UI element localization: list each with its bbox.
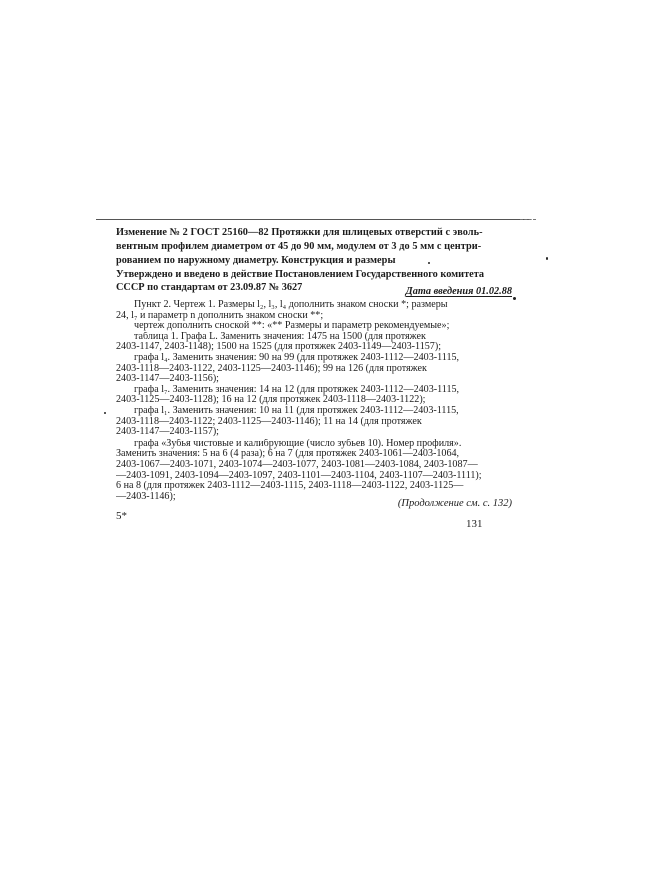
print-speck <box>513 297 516 300</box>
body-line: 2403-1147—2403-1157); <box>116 427 219 438</box>
body-line: 2403-1067—2403-1071, 2403-1074—2403-1077, 2403-1081—2403-1084, 2403-1087— <box>116 459 478 470</box>
heading-line: рованием по наружному диаметру. Конструкция и размеры <box>116 255 396 266</box>
print-speck <box>428 262 430 264</box>
continuation-note: (Продолжение см. с. 132) <box>397 498 512 509</box>
amendment-heading <box>116 226 516 268</box>
heading-line: Изменение № 2 ГОСТ 25160—82 Протяжки для шлицевых отверстий с эволь- <box>116 227 483 238</box>
body-line: Пункт 2. Чертеж 1. Размеры l₂, l₃, l₄ дополнить знаком сноски *; размеры <box>134 300 448 310</box>
body-line: Заменить значения: 5 на 6 (4 раза); 6 на 7 (для протяжек 2403-1061—2403-1064, <box>116 449 460 460</box>
top-rule <box>96 219 530 220</box>
amendment-body <box>116 300 512 502</box>
body-line: графа «Зубья чистовые и калибрующие (число зубьев 10). Номер профиля». <box>134 438 462 449</box>
body-line: —2403-1091, 2403-1094—2403-1097, 2403-1101—2403-1104, 2403-1107—2403-1111); <box>116 470 482 481</box>
print-speck <box>546 257 548 260</box>
body-line: графа l₁. Заменить значения: 10 на 11 (для протяжек 2403-1112—2403-1115, <box>134 405 459 416</box>
effective-date <box>116 286 512 297</box>
page-number: 131 <box>466 518 483 530</box>
top-rule-dash <box>520 219 536 220</box>
heading-line: вентным профилем диаметром от 45 до 90 мм, модулем от 3 до 5 мм с центри- <box>116 241 482 252</box>
effective-date-label: Дата введения 01.02.88 <box>405 286 512 297</box>
body-line: 2403-1118—2403-1122; 2403-1125—2403-1146); 11 на 14 (для протяжек <box>116 416 422 427</box>
body-line: 6 на 8 (для протяжек 2403-1112—2403-1115, 2403-1118—2403-1122, 2403-1125— <box>116 481 464 492</box>
body-line: чертеж дополнить сноской **: «** Размеры и параметр рекомендуемые»; <box>134 321 450 332</box>
signature-mark: 5* <box>116 510 127 522</box>
body-line: 2403-1125—2403-1128); 16 на 12 (для протяжек 2403-1118—2403-1122); <box>116 395 426 406</box>
body-line: 2403-1147, 2403-1148); 1500 на 1525 (для протяжек 2403-1149—2403-1157); <box>116 342 441 353</box>
body-line: таблица 1. Графа L. Заменить значения: 1475 на 1500 (для протяжек <box>134 331 426 342</box>
body-line: —2403-1146); <box>116 491 176 502</box>
body-line: 2403-1118—2403-1122, 2403-1125—2403-1146); 99 на 126 (для протяжек <box>116 363 427 374</box>
body-line: 2403-1147—2403-1156); <box>116 374 219 385</box>
approval-line: Утверждено и введено в действие Постановлением Государственного комитета <box>116 269 485 280</box>
approval-line: СССР по стандартам от 23.09.87 № 3627 <box>116 282 303 293</box>
print-speck <box>104 412 106 414</box>
body-line: графа l₇. Заменить значения: 14 на 12 (для протяжек 2403-1112—2403-1115, <box>134 384 460 395</box>
body-line: графа l₄. Заменить значения: 90 на 99 (для протяжек 2403-1112—2403-1115, <box>134 352 460 363</box>
body-line: 24, l₇ и параметр n дополнить знаком сноски **; <box>116 310 324 321</box>
